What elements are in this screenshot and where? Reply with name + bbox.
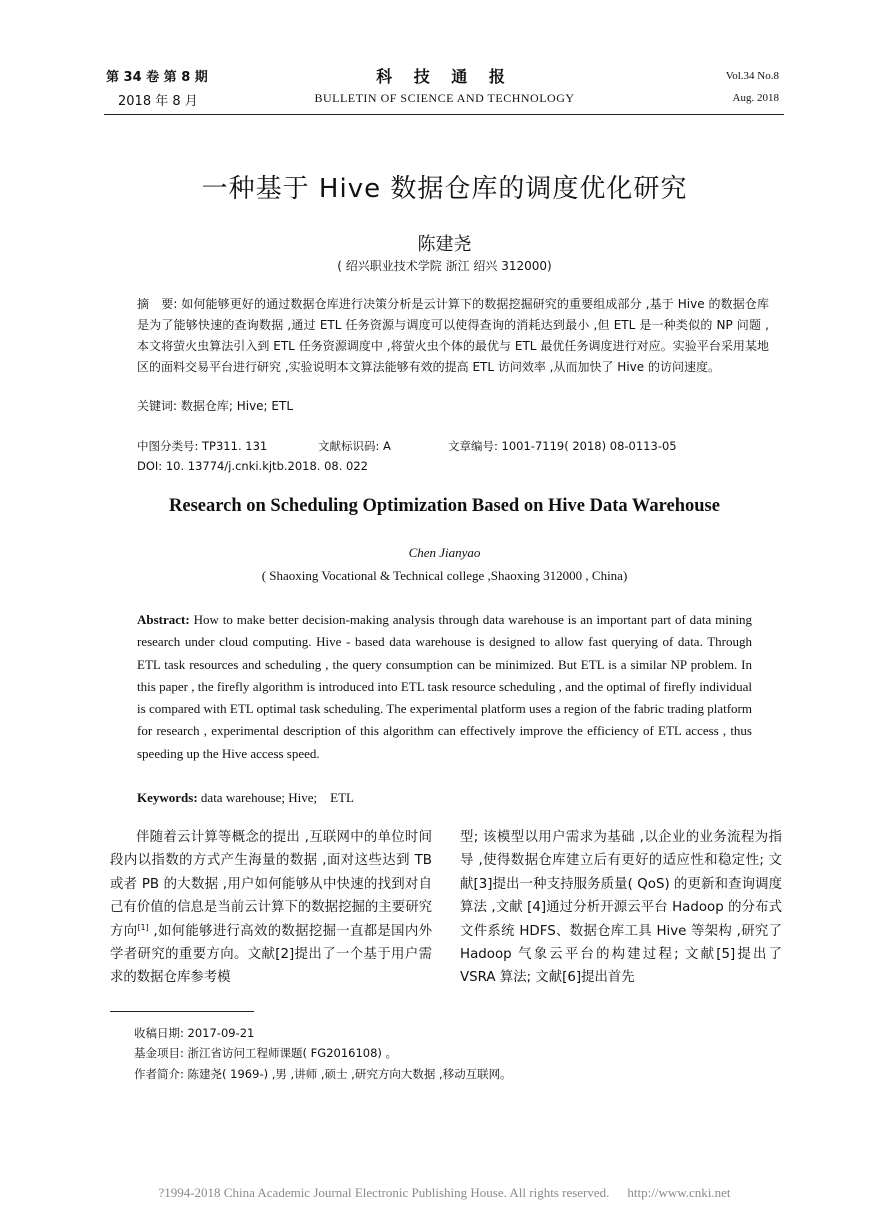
publication-date: 2018 年 8 月: [118, 94, 198, 109]
body-column-right: 型; 该模型以用户需求为基础 ,以企业的业务流程为指导 ,使得数据仓库建立后有更好的适应性和稳定性; 文献[3]提出一种支持服务质量( QoS) 的更新和查询调度算法 ,文献 [4]通过分析开源云平台 Hadoop 的分布式文件系统 HDFS、数据仓库工具 Hive 等架构 ,研究了 Hadoop 气象云平台的构建过程; 文献[5]提出了 VSRA 算法; 文献[6]提出首先: [460, 830, 782, 986]
paper-title-en: Research on Scheduling Optimization Based on Hive Data Warehouse: [169, 496, 720, 516]
author-en: Chen Jianyao: [408, 545, 481, 560]
abstract-label: Abstract:: [137, 612, 190, 627]
footnote-rule: [110, 1011, 254, 1012]
journal-title-cn: 科 技 通 报: [376, 67, 513, 86]
publication-date-en: Aug. 2018: [732, 92, 779, 104]
abstract-en: [137, 609, 752, 765]
keywords-cn: 关键词: 数据仓库; Hive; ETL: [137, 399, 294, 413]
article-number: 文章编号: 1001-7119( 2018) 08-0113-05: [448, 439, 677, 453]
volume-issue-en: Vol.34 No.8: [725, 70, 779, 82]
doi: DOI: 10. 13774/j.cnki.kjtb.2018. 08. 022: [137, 459, 368, 473]
affiliation-en: ( Shaoxing Vocational & Technical college ,Shaoxing 312000 , China): [261, 568, 628, 583]
document-code: 文献标识码: A: [318, 439, 391, 453]
header-rule: [104, 114, 784, 115]
copyright-text: ?1994-2018 China Academic Journal Electronic Publishing House. All rights reserved.: [158, 1185, 610, 1200]
paper-title-cn: 一种基于 Hive 数据仓库的调度优化研究: [201, 174, 688, 204]
cnki-url[interactable]: http://www.cnki.net: [627, 1185, 731, 1200]
fund-project: 基金项目: 浙江省访问工程师课题( FG2016108) 。: [134, 1046, 398, 1060]
volume-issue: 第 34 卷 第 8 期: [106, 70, 208, 85]
keywords-en: [137, 787, 354, 806]
affiliation-cn: ( 绍兴职业技术学院 浙江 绍兴 312000): [337, 259, 552, 273]
journal-title-en: BULLETIN OF SCIENCE AND TECHNOLOGY: [314, 91, 575, 105]
body-left-text-2: ,如何能够进行高效的数据挖掘一直都是国内外学者研究的重要方向。文献[2]提出了一个基于用户需求的数据仓库参考模: [110, 923, 432, 986]
clc-number: 中图分类号: TP311. 131: [137, 439, 268, 453]
keywords-en-text: data warehouse; Hive; ETL: [197, 790, 354, 805]
citation-1: [1]: [137, 922, 149, 932]
abstract-en-text: How to make better decision-making analysis through data warehouse is an important part of data mining research under cloud computing. Hive - based data warehouse is designed to allow fast querying of data. Through ETL task resources and scheduling , the query consumption can be minimized. But ETL is a similar NP problem. In this paper , the firefly algorithm is introduced into ETL task resource scheduling , and the optimal of firefly individual is compared with ETL optimal task scheduling. The experimental platform uses a region of the fabric trading platform for research , experimental description of this algorithm can effectively improve the efficiency of ETL access , thus speeding up the Hive access speed.: [137, 612, 752, 761]
body-column-left: [110, 826, 432, 990]
body-left-text-1: 伴随着云计算等概念的提出 ,互联网中的单位时间段内以指数的方式产生海量的数据 ,面对这些达到 TB 或者 PB 的大数据 ,用户如何能够从中快速的找到对自己有价值的信息是当前云计算下的数据挖掘的主要研究方向: [110, 830, 432, 939]
author-bio: 作者简介: 陈建尧( 1969-) ,男 ,讲师 ,硕士 ,研究方向大数据 ,移动互联网。: [134, 1067, 512, 1081]
keywords-label: Keywords:: [137, 790, 198, 805]
copyright-line: [0, 1185, 889, 1201]
abstract-cn: 摘 要: 如何能够更好的通过数据仓库进行决策分析是云计算下的数据挖掘研究的重要组成部分 ,基于 Hive 的数据仓库是为了能够快速的查询数据 ,通过 ETL 任务资源与调度可以使得查询的消耗达到最小 ,但 ETL 是一种类似的 NP 问题 ,本文将萤火虫算法引入到 ETL 任务资源调度中 ,将萤火虫个体的最优与 ETL 最优任务调度进行对应。实验平台采用某地区的面料交易平台进行研究 ,实验说明本文算法能够有效的提高 ETL 访问效率 ,从而加快了 Hive 的访问速度。: [137, 297, 769, 374]
received-date: 收稿日期: 2017-09-21: [134, 1026, 255, 1040]
author-cn: 陈建尧: [417, 234, 472, 255]
